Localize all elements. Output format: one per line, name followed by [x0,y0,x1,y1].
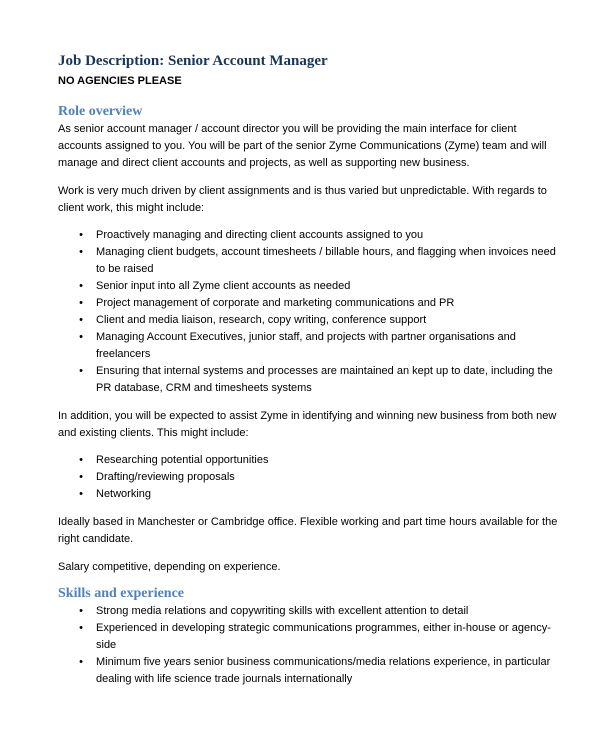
list-item-text: Networking [96,488,152,500]
document-title: Job Description: Senior Account Manager [58,53,328,69]
skills-heading: Skills and experience [58,586,185,601]
bullet-icon: • [79,622,83,634]
list-item-text: Client and media liaison, research, copy writing, conference support [96,314,427,326]
list-item [58,469,558,486]
bullet-icon: • [79,246,83,258]
bullet-icon: • [79,314,83,326]
skills-list [58,603,558,688]
salary-paragraph: Salary competitive, depending on experience. [58,561,281,573]
list-item-text: Managing Account Executives, junior staff, and projects with partner organisations and freelancers [96,331,516,360]
business-list [58,452,558,503]
list-item [58,312,558,329]
list-item [58,603,558,620]
bullet-icon: • [79,454,83,466]
role-overview-intro: As senior account manager / account director you will be providing the main interface for client accounts assigned to you. You will be part of the senior Zyme Communications (Zyme) team and will manage and direct client accounts and projects, as well as supporting new business. [58,123,547,169]
bullet-icon: • [79,297,83,309]
list-item [58,227,558,244]
list-item-text: Experienced in developing strategic communications programmes, either in-house or agency-side [96,622,551,651]
bullet-icon: • [79,331,83,343]
list-item-text: Minimum five years senior business communications/media relations experience, in particular dealing with life science trade journals internationally [96,656,551,685]
list-item [58,278,558,295]
bullet-icon: • [79,656,83,668]
role-overview-heading: Role overview [58,104,143,119]
list-item [58,486,558,503]
bullet-icon: • [79,229,83,241]
location-paragraph: Ideally based in Manchester or Cambridge office. Flexible working and part time hours available for the right candidate. [58,516,558,545]
list-item-text: Project management of corporate and marketing communications and PR [96,297,455,309]
list-item-text: Senior input into all Zyme client accounts as needed [96,280,351,292]
list-item-text: Strong media relations and copywriting skills with excellent attention to detail [96,605,469,617]
list-item-text: Drafting/reviewing proposals [96,471,235,483]
bullet-icon: • [79,488,83,500]
list-item-text: Researching potential opportunities [96,454,269,466]
bullet-icon: • [79,280,83,292]
list-item [58,295,558,312]
list-item [58,452,558,469]
business-paragraph: In addition, you will be expected to assist Zyme in identifying and winning new business from both new and existing clients. This might include: [58,410,557,439]
bullet-icon: • [79,471,83,483]
document-subtitle: NO AGENCIES PLEASE [58,75,182,87]
list-item-text: Ensuring that internal systems and processes are maintained an kept up to date, including the PR database, CRM and timesheets systems [96,365,553,394]
work-list [58,227,558,397]
document-content [58,52,558,688]
list-item [58,329,558,363]
bullet-icon: • [79,605,83,617]
list-item [58,654,558,688]
list-item [58,244,558,278]
work-paragraph: Work is very much driven by client assignments and is thus varied but unpredictable. With regards to client work, this might include: [58,185,547,214]
list-item [58,363,558,397]
list-item [58,620,558,654]
list-item-text: Managing client budgets, account timesheets / billable hours, and flagging when invoices need to be raised [96,246,556,275]
bullet-icon: • [79,365,83,377]
list-item-text: Proactively managing and directing client accounts assigned to you [96,229,424,241]
